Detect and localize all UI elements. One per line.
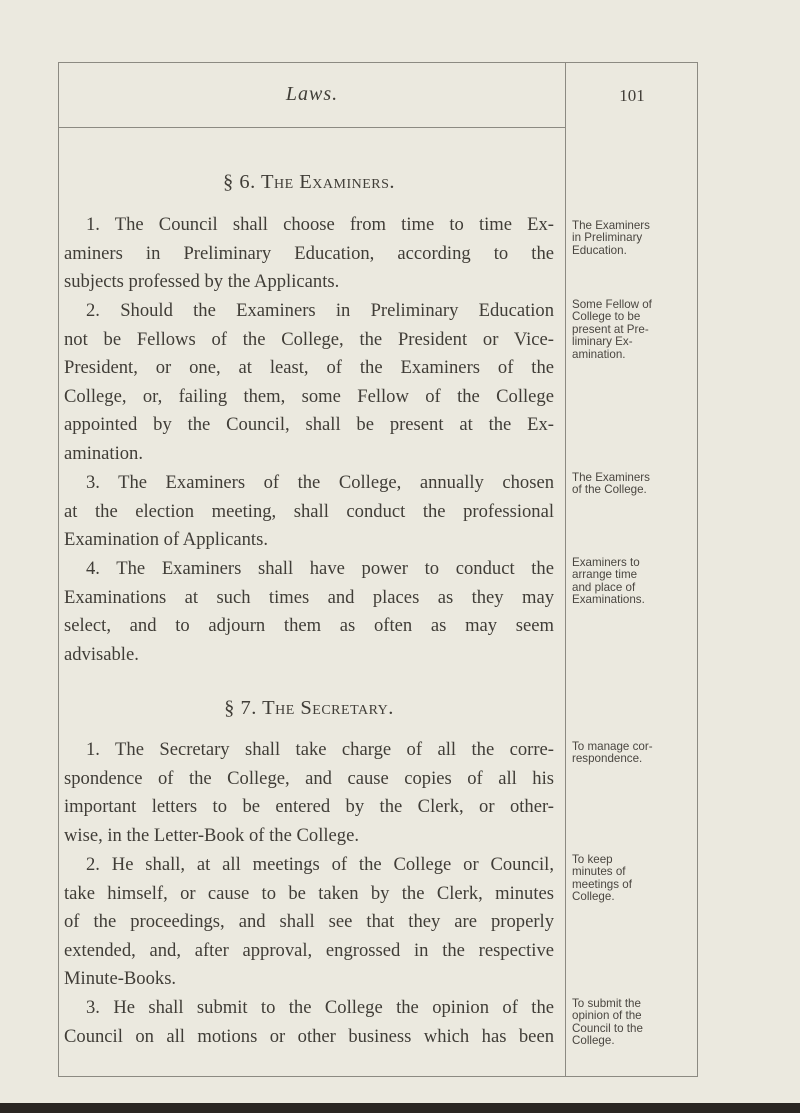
paragraph-examiners-1 bbox=[64, 211, 554, 297]
text-line: 2. Should the Examiners in Preliminary Education bbox=[86, 300, 554, 321]
note-line: opinion of the bbox=[572, 1009, 642, 1023]
note-line: The Examiners bbox=[572, 471, 650, 484]
note-line: amination. bbox=[572, 347, 626, 361]
page-frame-left-rule bbox=[58, 62, 59, 1077]
paragraph-secretary-1 bbox=[64, 736, 554, 850]
note-line: Some Fellow of bbox=[572, 298, 652, 311]
text-line: Council on all motions or other business which has been bbox=[64, 1025, 554, 1047]
text-line: appointed by the Council, shall be present at the Ex- bbox=[64, 414, 554, 436]
margin-note-submit-opinion bbox=[572, 998, 696, 1048]
paragraph-examiners-4 bbox=[64, 555, 554, 669]
text-line: Examinations at such times and places as they may bbox=[64, 586, 554, 608]
page-frame-bottom-rule bbox=[58, 1076, 698, 1077]
paragraph-secretary-2 bbox=[64, 851, 554, 994]
paragraph-secretary-3 bbox=[64, 994, 554, 1051]
text-line: select, and to adjourn them as often as may seem bbox=[64, 615, 554, 637]
note-line: respondence. bbox=[572, 752, 643, 766]
text-line: Examination of Applicants. bbox=[64, 529, 268, 551]
text-line: College, or, failing them, some Fellow of the College bbox=[64, 385, 554, 407]
note-line: minutes of bbox=[572, 865, 626, 879]
page-number: 101 bbox=[619, 86, 645, 105]
text-line: at the election meeting, shall conduct the professional bbox=[64, 500, 554, 522]
margin-note-correspondence bbox=[572, 741, 696, 766]
text-line: wise, in the Letter-Book of the College. bbox=[64, 824, 359, 846]
margin-note-examiners-college bbox=[572, 472, 696, 497]
scan-edge-band bbox=[0, 1103, 800, 1113]
page-frame-right-rule bbox=[697, 62, 698, 1077]
text-line: 4. The Examiners shall have power to conduct the bbox=[86, 558, 554, 579]
note-line: meetings of bbox=[572, 877, 632, 891]
text-line: important letters to be entered by the Clerk, or other- bbox=[64, 796, 554, 818]
note-line: To manage cor- bbox=[572, 740, 653, 753]
text-line: 1. The Council shall choose from time to time Ex- bbox=[86, 214, 554, 235]
header-underline bbox=[58, 127, 566, 128]
note-line: College. bbox=[572, 890, 615, 904]
note-line: in Preliminary bbox=[572, 231, 643, 245]
text-line: take himself, or cause to be taken by the Clerk, minutes bbox=[64, 882, 554, 904]
paragraph-examiners-2 bbox=[64, 297, 554, 469]
note-line: of the College. bbox=[572, 483, 647, 497]
note-line: Examiners to bbox=[572, 556, 640, 569]
margin-column-divider bbox=[565, 62, 566, 1077]
text-line: aminers in Preliminary Education, according to the bbox=[64, 242, 554, 264]
text-line: amination. bbox=[64, 442, 144, 464]
note-line: To keep bbox=[572, 853, 613, 866]
margin-note-examiners-preliminary bbox=[572, 220, 696, 257]
text-line: 2. He shall, at all meetings of the College or Council, bbox=[86, 854, 554, 875]
text-line: extended, and, after approval, engrossed in the respective bbox=[64, 939, 554, 961]
text-line: spondence of the College, and cause copies of all his bbox=[64, 767, 554, 789]
text-line: of the proceedings, and shall see that they are properly bbox=[64, 911, 554, 933]
text-line: President, or one, at least, of the Examiners of the bbox=[64, 357, 554, 379]
text-line: Minute-Books. bbox=[64, 968, 177, 990]
note-line: Education. bbox=[572, 243, 627, 257]
text-line: 3. The Examiners of the College, annually chosen bbox=[86, 472, 554, 493]
text-line: 3. He shall submit to the College the opinion of the bbox=[86, 997, 554, 1018]
note-line: present at Pre- bbox=[572, 322, 649, 336]
paragraph-examiners-3 bbox=[64, 469, 554, 555]
note-line: The Examiners bbox=[572, 219, 650, 232]
section-heading-examiners: § 6. The Examiners. bbox=[222, 171, 396, 193]
running-title: Laws. bbox=[285, 83, 339, 105]
text-line: advisable. bbox=[64, 643, 139, 665]
note-line: College to be bbox=[572, 310, 641, 324]
margin-note-arrange-time bbox=[572, 557, 696, 607]
note-line: To submit the bbox=[572, 997, 641, 1010]
text-line: not be Fellows of the College, the President or Vice- bbox=[64, 328, 554, 350]
margin-note-fellow-present bbox=[572, 299, 696, 361]
text-line: 1. The Secretary shall take charge of all the corre- bbox=[86, 739, 554, 760]
note-line: College. bbox=[572, 1034, 615, 1048]
note-line: liminary Ex- bbox=[572, 335, 633, 349]
note-line: Examinations. bbox=[572, 593, 645, 607]
text-line: subjects professed by the Applicants. bbox=[64, 271, 340, 293]
margin-note-minutes bbox=[572, 854, 696, 904]
note-line: and place of bbox=[572, 580, 636, 594]
page-frame-top-rule bbox=[58, 62, 698, 63]
note-line: Council to the bbox=[572, 1021, 643, 1035]
note-line: arrange time bbox=[572, 568, 638, 582]
section-heading-secretary: § 7. The Secretary. bbox=[224, 697, 394, 719]
